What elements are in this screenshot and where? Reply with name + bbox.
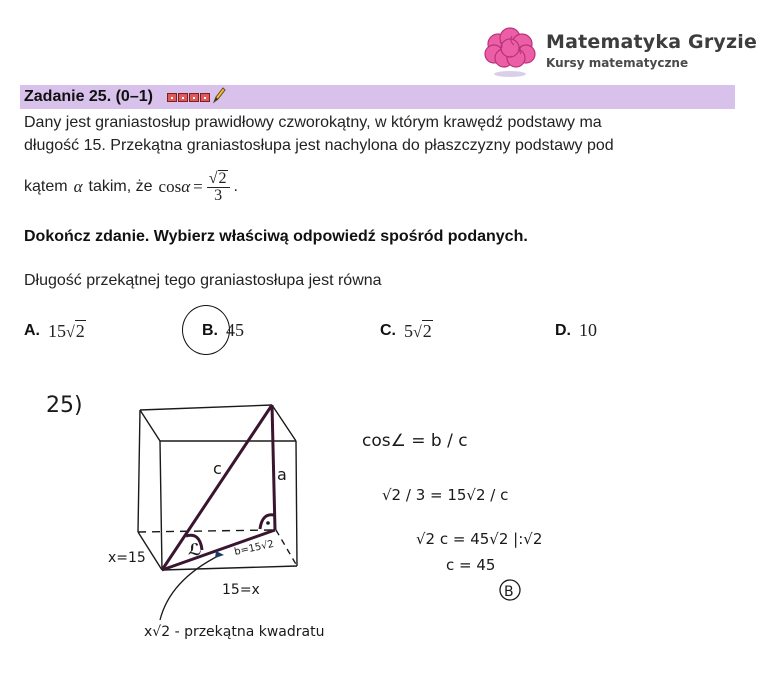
answer-options — [24, 320, 724, 342]
difficulty-scale-icon — [167, 93, 211, 102]
label-b: b=15√2 — [233, 538, 275, 558]
option-letter: D. — [555, 321, 571, 339]
option-value: 15 √ 2 — [48, 321, 85, 341]
fraction-denominator: 3 — [214, 187, 223, 204]
option-letter: A. — [24, 322, 40, 339]
task-instruction: Dokończ zdanie. Wybierz właściwą odpowiedź spośród podanych. — [24, 228, 528, 245]
alpha-symbol: α — [73, 177, 83, 196]
fraction-numerator: 2 — [218, 170, 227, 187]
label-bottom-edge: 15=x — [222, 582, 260, 598]
alpha-symbol: α — [181, 177, 191, 196]
solution-line-3: √2 c = 45√2 |:√2 — [416, 530, 543, 548]
task-text-line-1: Dany jest graniastosłup prawidłowy czworokątny, w którym krawędź podstawy ma — [24, 114, 602, 131]
brand-subtitle: Kursy matematyczne — [546, 55, 689, 70]
text-fragment: kątem — [24, 178, 68, 195]
option-c[interactable] — [380, 320, 433, 342]
option-d[interactable] — [555, 320, 597, 341]
option-value: 45 — [226, 320, 244, 340]
label-c: c — [213, 459, 222, 478]
solution-line-2: √2 / 3 = 15√2 / c — [382, 486, 509, 504]
option-letter: C. — [380, 322, 396, 339]
cos-symbol: cos — [158, 177, 182, 196]
label-a: a — [277, 465, 287, 484]
option-value: 5 √ 2 — [404, 321, 432, 341]
brand-header — [480, 24, 757, 76]
option-a[interactable] — [24, 320, 86, 342]
option-letter: B. — [202, 321, 218, 339]
solution-line-4: c = 45 — [446, 556, 496, 574]
note-diagonal-of-square: x√2 - przekątna kwadratu — [144, 624, 325, 640]
problem-number: 25) — [46, 393, 83, 418]
text-fragment: takim, że — [88, 178, 153, 195]
fraction-sqrt2-over-3: √ 2 3 — [207, 170, 230, 204]
text-fragment: . — [233, 178, 238, 195]
final-answer: B — [504, 584, 514, 600]
pencil-icon — [212, 86, 226, 109]
option-b[interactable] — [202, 320, 244, 341]
task-text-line-2: długość 15. Przekątna graniastosłupa jest nachylona do płaszczyzny podstawy pod — [24, 137, 614, 154]
task-header — [20, 85, 735, 109]
equals-sign: = — [193, 177, 203, 196]
solution-line-1: cos∠ = b / c — [362, 431, 468, 451]
angle-alpha-label: ℒ — [188, 540, 202, 559]
handwritten-solution — [0, 360, 764, 676]
task-text-line-3 — [24, 170, 238, 204]
option-value: 10 — [579, 320, 597, 340]
task-title: Zadanie 25. (0–1) — [24, 88, 153, 105]
label-x: x=15 — [108, 550, 146, 566]
brand-title: Matematyka Gryzie — [546, 30, 758, 53]
pink-brain-icon — [480, 24, 540, 76]
task-stem: Długość przekątnej tego graniastosłupa jest równa — [24, 272, 382, 289]
